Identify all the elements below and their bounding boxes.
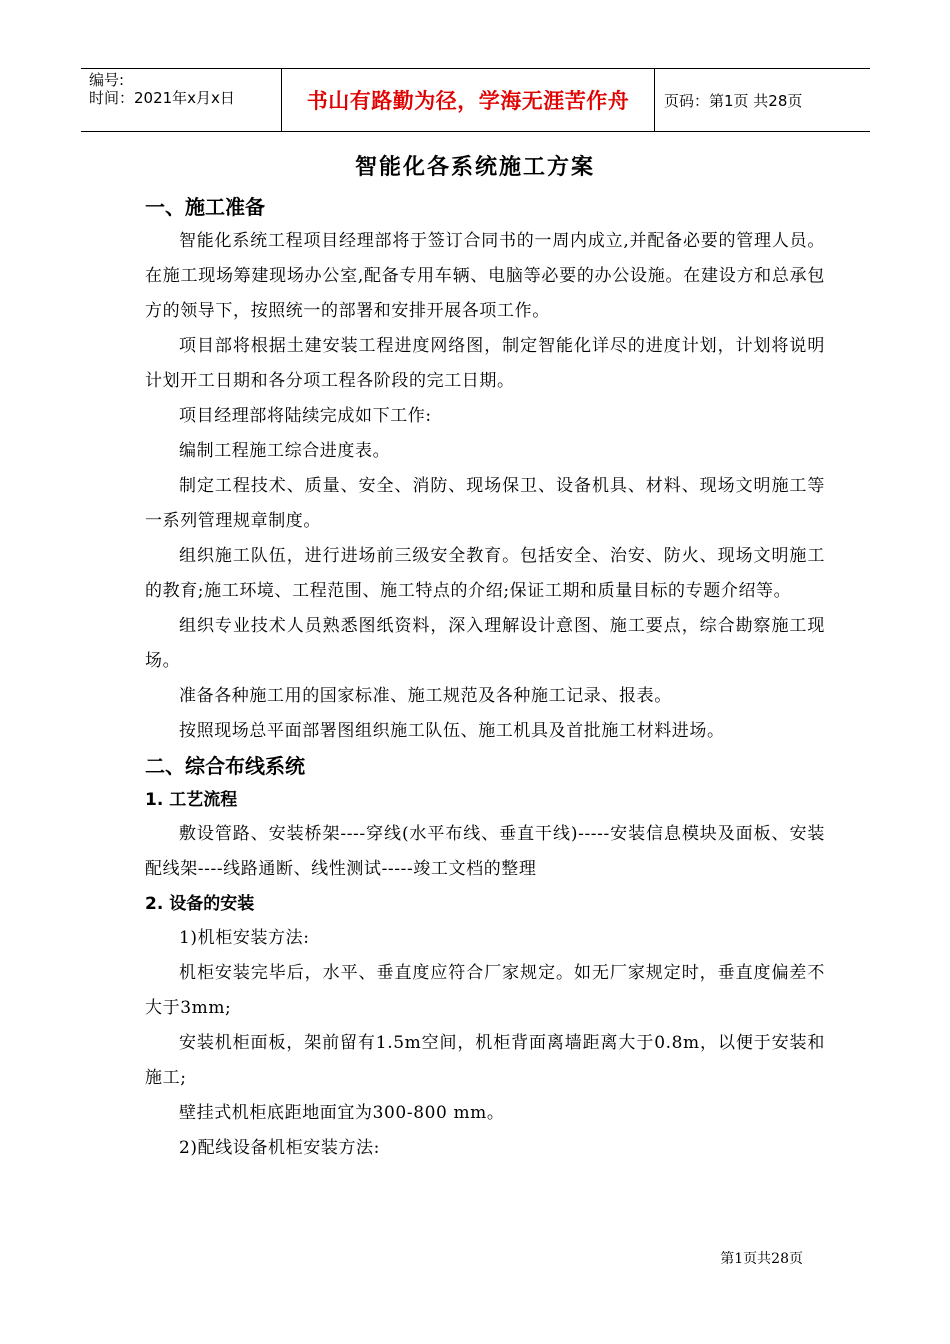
paragraph: 编制工程施工综合进度表。	[179, 441, 391, 461]
header-motto-cell	[281, 69, 655, 131]
number-label: 编号:	[89, 71, 125, 89]
paragraph: 组织施工队伍，进行进场前三级安全教育。包括安全、治安、防火、现场文明施工的教育;施工环境、工程范围、施工特点的介绍;保证工期和质量目标的专题介绍等。	[145, 546, 825, 601]
document-body	[145, 190, 825, 1166]
paragraph: 按照现场总平面部署图组织施工队伍、施工机具及首批施工材料进场。	[179, 721, 725, 741]
document-title: 智能化各系统施工方案	[354, 154, 595, 180]
subsection-heading: 2. 设备的安装	[145, 894, 255, 914]
paragraph: 机柜安装完毕后，水平、垂直度应符合厂家规定。如无厂家规定时，垂直度偏差不大于3mm;	[145, 963, 825, 1018]
paragraph: 组织专业技术人员熟悉图纸资料，深入理解设计意图、施工要点，综合勘察施工现场。	[145, 616, 825, 671]
paragraph: 2)配线设备机柜安装方法:	[179, 1138, 380, 1158]
paragraph: 壁挂式机柜底距地面宜为300-800 mm。	[179, 1103, 505, 1123]
paragraph: 智能化系统工程项目经理部将于签订合同书的一周内成立,并配备必要的管理人员。在施工现场筹建现场办公室,配备专用车辆、电脑等必要的办公设施。在建设方和总承包方的领导下，按照统一的部署和安排开展各项工作。	[145, 231, 825, 321]
paragraph: 项目经理部将陆续完成如下工作:	[179, 406, 432, 426]
section-heading: 一、施工准备	[145, 195, 265, 219]
paragraph: 安装机柜面板，架前留有1.5m空间，机柜背面离墙距离大于0.8m，以便于安装和施工;	[145, 1033, 825, 1088]
header-page-cell	[655, 69, 870, 131]
header-meta	[81, 69, 281, 131]
paragraph: 项目部将根据土建安装工程进度网络图，制定智能化详尽的进度计划，计划将说明计划开工日期和各分项工程各阶段的完工日期。	[145, 336, 825, 391]
page-header	[81, 68, 870, 132]
paragraph: 敷设管路、安装桥架----穿线(水平布线、垂直干线)-----安装信息模块及面板、安装配线架----线路通断、线性测试-----竣工文档的整理	[145, 824, 825, 879]
paragraph: 准备各种施工用的国家标准、施工规范及各种施工记录、报表。	[179, 686, 672, 706]
subsection-heading: 1. 工艺流程	[145, 790, 238, 810]
paragraph: 制定工程技术、质量、安全、消防、现场保卫、设备机具、材料、现场文明施工等一系列管理规章制度。	[145, 476, 825, 531]
page-info: 页码：第1页 共28页	[664, 91, 803, 110]
motto: 书山有路勤为径，学海无涯苦作舟	[306, 89, 630, 113]
time-label: 时间：2021年x月x日	[89, 89, 235, 107]
section-heading: 二、综合布线系统	[145, 754, 305, 778]
paragraph: 1)机柜安装方法:	[179, 928, 310, 948]
page-footer: 第1页共28页	[720, 1251, 803, 1267]
